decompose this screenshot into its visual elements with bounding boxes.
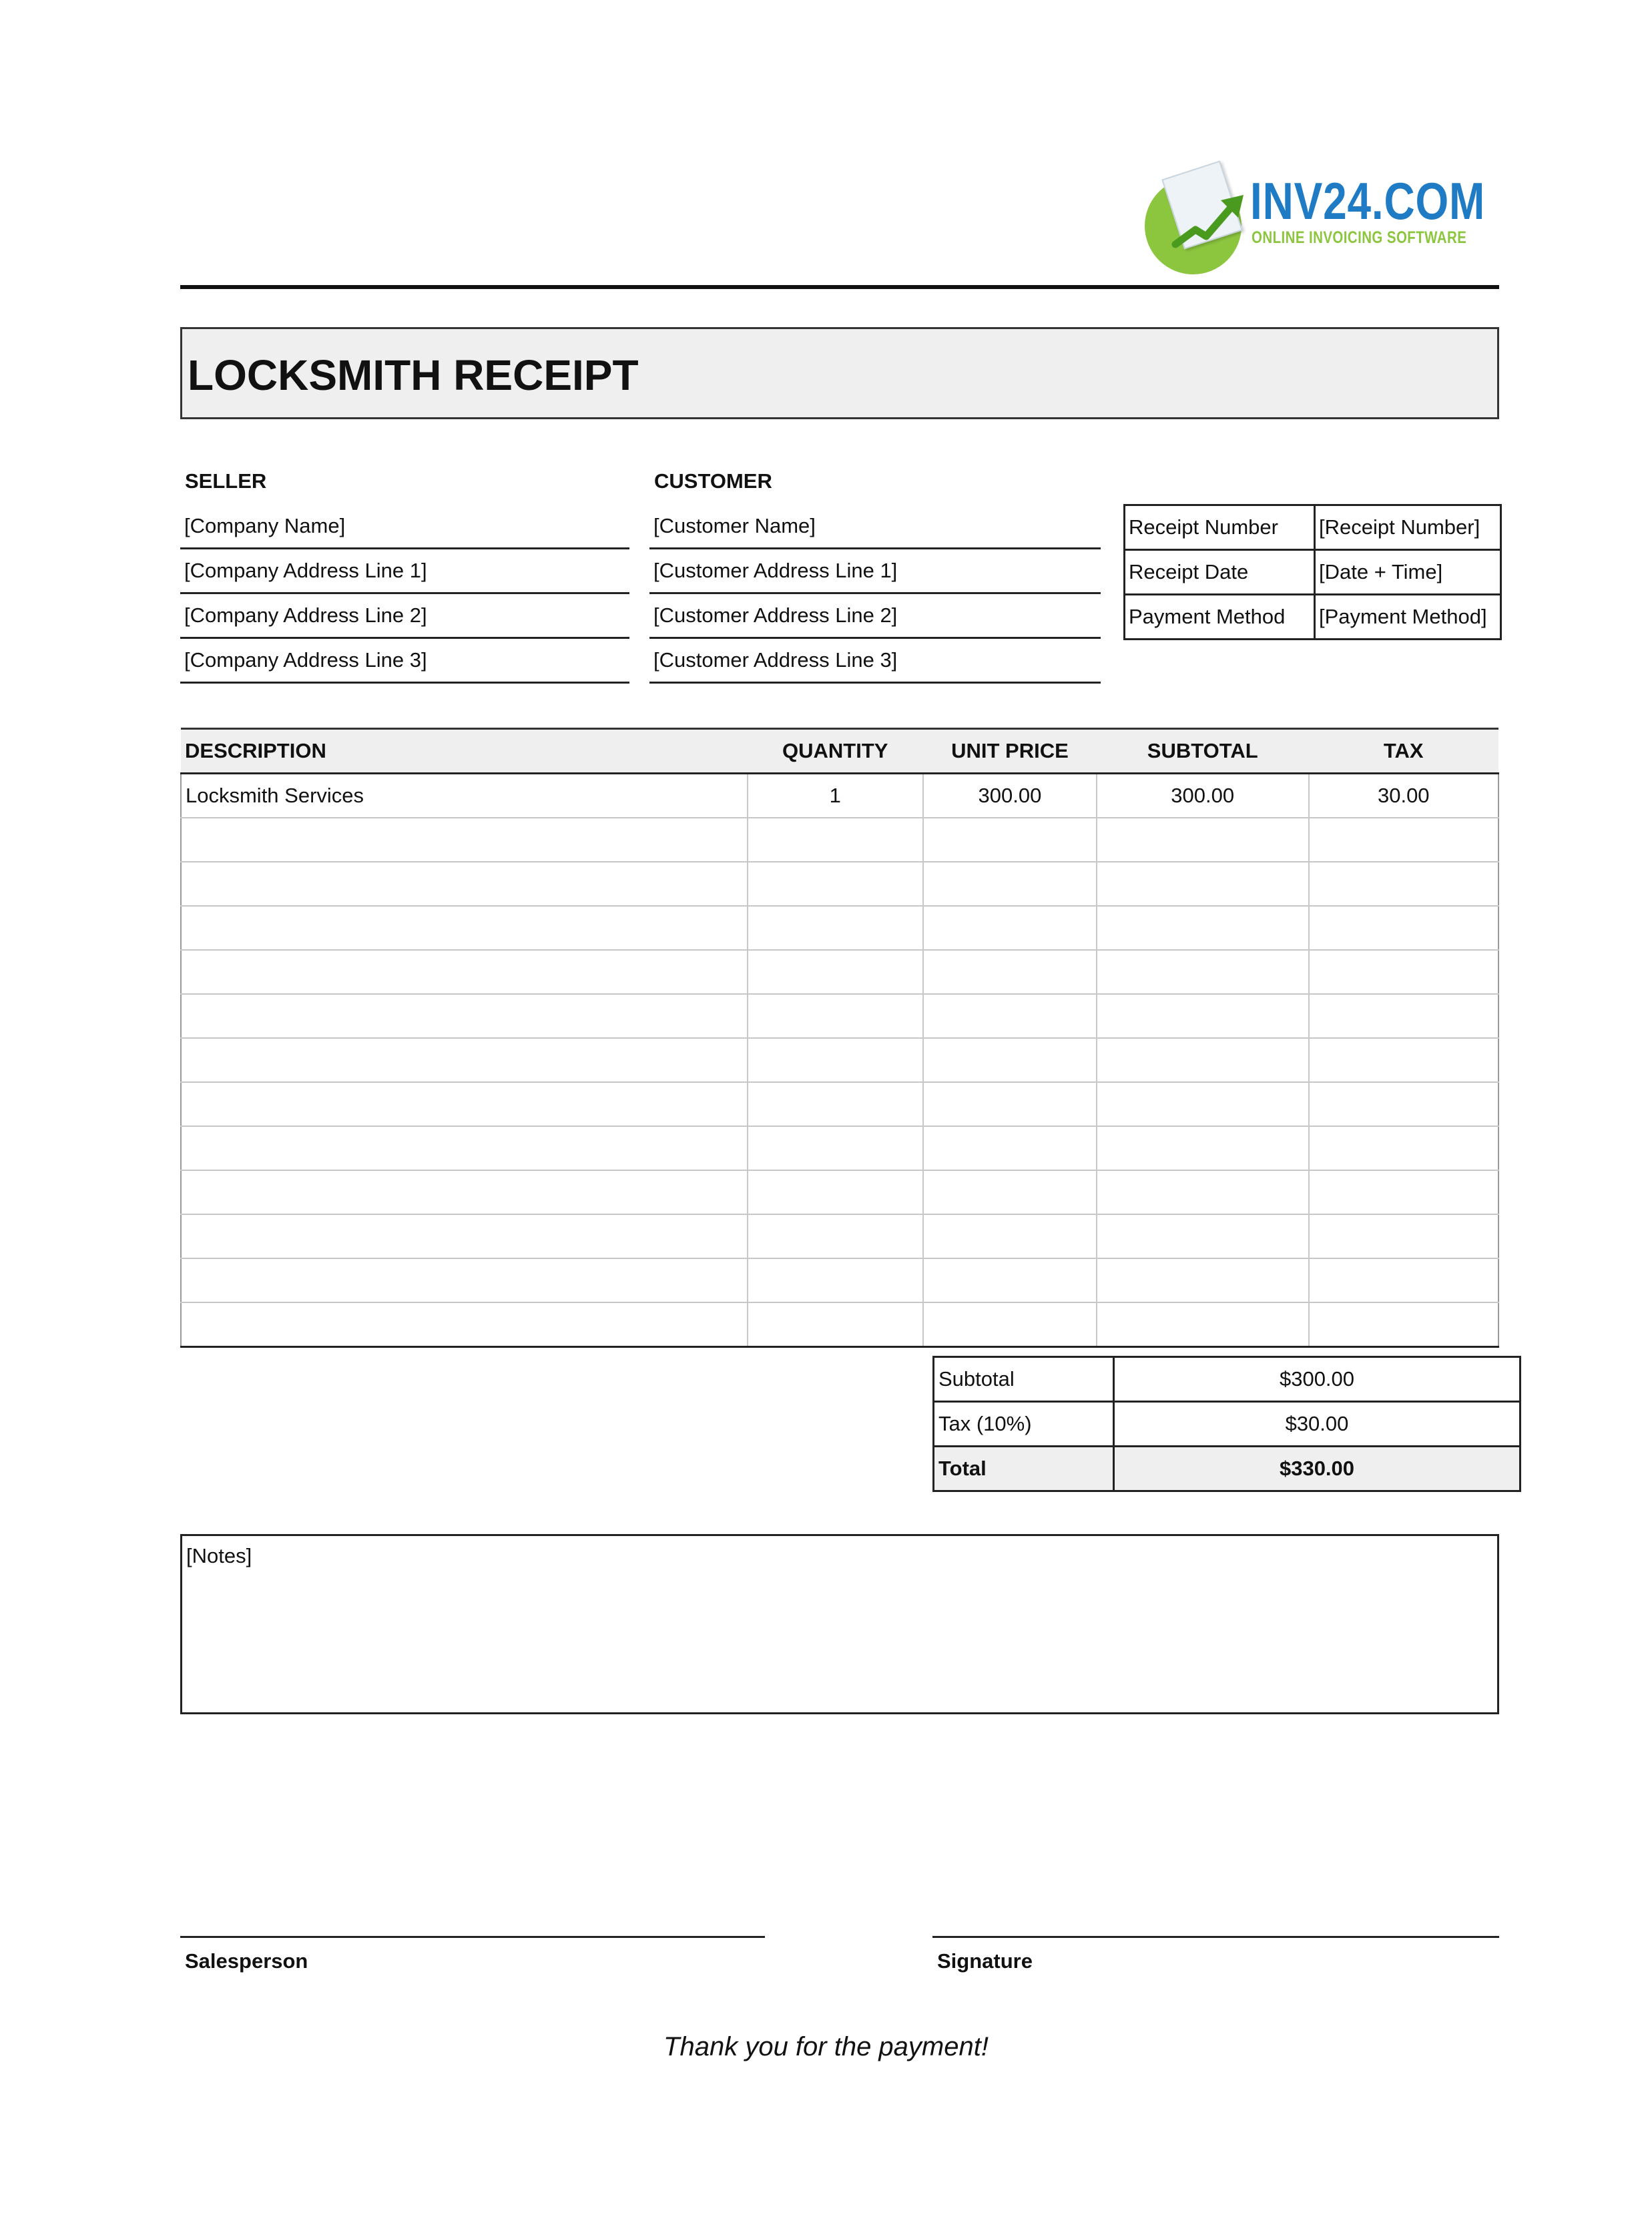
- receipt-date-value[interactable]: [Date + Time]: [1315, 550, 1501, 595]
- empty-cell[interactable]: [1097, 1038, 1309, 1082]
- table-row: [181, 1302, 1498, 1347]
- empty-cell[interactable]: [1097, 1082, 1309, 1126]
- empty-cell[interactable]: [748, 1038, 923, 1082]
- notes-box[interactable]: [180, 1534, 1499, 1714]
- seller-label: SELLER: [185, 469, 267, 493]
- page-title: LOCKSMITH RECEIPT: [188, 351, 639, 399]
- empty-cell[interactable]: [1309, 1038, 1498, 1082]
- table-row: [181, 994, 1498, 1038]
- empty-cell[interactable]: [748, 1214, 923, 1258]
- empty-cell[interactable]: [748, 818, 923, 862]
- receipt-date-label: Receipt Date: [1125, 550, 1315, 595]
- empty-cell[interactable]: [1097, 1258, 1309, 1302]
- table-row: [181, 774, 1498, 818]
- empty-cell[interactable]: [181, 1302, 748, 1347]
- table-row: [181, 1214, 1498, 1258]
- empty-cell[interactable]: [748, 862, 923, 906]
- receipt-number-value[interactable]: [Receipt Number]: [1315, 505, 1501, 550]
- empty-cell[interactable]: [1097, 1126, 1309, 1170]
- empty-cell[interactable]: [748, 1082, 923, 1126]
- empty-cell[interactable]: [1309, 1126, 1498, 1170]
- empty-cell[interactable]: [181, 1038, 748, 1082]
- item-subtotal[interactable]: 300.00: [1097, 774, 1309, 818]
- empty-cell[interactable]: [181, 1214, 748, 1258]
- empty-cell[interactable]: [923, 1214, 1097, 1258]
- empty-cell[interactable]: [923, 862, 1097, 906]
- customer-address-line-1[interactable]: [649, 549, 1101, 594]
- seller-line-text: [Company Name]: [184, 514, 346, 537]
- empty-cell[interactable]: [748, 1302, 923, 1347]
- signature-label: Signature: [937, 1949, 1033, 1973]
- customer-line-text: [Customer Address Line 3]: [653, 648, 898, 672]
- tax-value: $30.00: [1114, 1402, 1521, 1447]
- table-row: [181, 862, 1498, 906]
- payment-method-value[interactable]: [Payment Method]: [1315, 595, 1501, 640]
- empty-cell[interactable]: [1097, 818, 1309, 862]
- empty-cell[interactable]: [181, 906, 748, 950]
- customer-signature-line[interactable]: [932, 1936, 1499, 1938]
- customer-name[interactable]: [649, 505, 1101, 549]
- customer-line-text: [Customer Name]: [653, 514, 816, 537]
- logo-name: INV24.COM: [1250, 172, 1486, 230]
- empty-cell[interactable]: [748, 1258, 923, 1302]
- receipt-number-label: Receipt Number: [1125, 505, 1315, 550]
- item-tax[interactable]: 30.00: [1309, 774, 1498, 818]
- tax-label: Tax (10%): [934, 1402, 1114, 1447]
- header-tax: TAX: [1309, 729, 1498, 774]
- empty-cell[interactable]: [181, 818, 748, 862]
- empty-cell[interactable]: [1309, 818, 1498, 862]
- receipt-number-row: [1125, 505, 1501, 550]
- empty-cell[interactable]: [181, 1126, 748, 1170]
- seller-address-line-3[interactable]: [180, 639, 629, 684]
- empty-cell[interactable]: [1309, 950, 1498, 994]
- empty-cell[interactable]: [923, 1170, 1097, 1214]
- empty-cell[interactable]: [1309, 1258, 1498, 1302]
- header-quantity: QUANTITY: [748, 729, 923, 774]
- salesperson-label: Salesperson: [185, 1949, 308, 1973]
- empty-cell[interactable]: [923, 994, 1097, 1038]
- subtotal-label: Subtotal: [934, 1357, 1114, 1402]
- empty-cell[interactable]: [1097, 906, 1309, 950]
- payment-method-label: Payment Method: [1125, 595, 1315, 640]
- header-subtotal: SUBTOTAL: [1097, 729, 1309, 774]
- notes-text: [Notes]: [186, 1544, 252, 1567]
- table-row: [181, 818, 1498, 862]
- table-row: [181, 1038, 1498, 1082]
- empty-cell[interactable]: [1309, 994, 1498, 1038]
- empty-cell[interactable]: [748, 950, 923, 994]
- empty-cell[interactable]: [1309, 1082, 1498, 1126]
- items-table: [180, 728, 1499, 1348]
- item-unit-price[interactable]: 300.00: [923, 774, 1097, 818]
- empty-cell[interactable]: [1309, 862, 1498, 906]
- table-row: [181, 1082, 1498, 1126]
- empty-cell[interactable]: [181, 1170, 748, 1214]
- empty-cell[interactable]: [923, 1302, 1097, 1347]
- table-row: [181, 1170, 1498, 1214]
- customer-address-line-2[interactable]: [649, 594, 1101, 639]
- subtotal-row: [934, 1357, 1521, 1402]
- total-label: Total: [934, 1447, 1114, 1491]
- empty-cell[interactable]: [181, 862, 748, 906]
- seller-company-name[interactable]: [180, 505, 629, 549]
- salesperson-signature-line[interactable]: [180, 1936, 765, 1938]
- empty-cell[interactable]: [1097, 862, 1309, 906]
- customer-line-text: [Customer Address Line 1]: [653, 559, 898, 582]
- thank-you-message: Thank you for the payment!: [663, 2032, 989, 2061]
- customer-line-text: [Customer Address Line 2]: [653, 603, 898, 627]
- items-header-row: [181, 729, 1498, 774]
- empty-cell[interactable]: [748, 906, 923, 950]
- empty-cell[interactable]: [923, 1126, 1097, 1170]
- header-unit-price: UNIT PRICE: [923, 729, 1097, 774]
- empty-cell[interactable]: [923, 906, 1097, 950]
- seller-line-text: [Company Address Line 3]: [184, 648, 427, 672]
- tax-row: [934, 1402, 1521, 1447]
- table-row: [181, 1258, 1498, 1302]
- header-description: DESCRIPTION: [181, 729, 748, 774]
- table-row: [181, 1126, 1498, 1170]
- table-row: [181, 906, 1498, 950]
- empty-cell[interactable]: [1309, 1214, 1498, 1258]
- customer-label: CUSTOMER: [654, 469, 772, 493]
- payment-method-row: [1125, 595, 1501, 640]
- empty-cell[interactable]: [1097, 994, 1309, 1038]
- receipt-info-table: [1123, 504, 1502, 640]
- empty-cell[interactable]: [748, 994, 923, 1038]
- empty-cell[interactable]: [1309, 906, 1498, 950]
- receipt-date-row: [1125, 550, 1501, 595]
- empty-cell[interactable]: [748, 1170, 923, 1214]
- empty-cell[interactable]: [1309, 1302, 1498, 1347]
- empty-cell[interactable]: [923, 1082, 1097, 1126]
- seller-line-text: [Company Address Line 2]: [184, 603, 427, 627]
- company-logo: [1145, 158, 1486, 264]
- empty-cell[interactable]: [181, 994, 748, 1038]
- logo-tagline: ONLINE INVOICING SOFTWARE: [1252, 228, 1467, 247]
- item-description[interactable]: Locksmith Services: [181, 774, 748, 818]
- title-banner: [180, 327, 1499, 419]
- empty-cell[interactable]: [181, 1258, 748, 1302]
- empty-cell[interactable]: [1097, 950, 1309, 994]
- seller-address-line-2[interactable]: [180, 594, 629, 639]
- empty-cell[interactable]: [1097, 1214, 1309, 1258]
- header-divider: [180, 285, 1499, 289]
- total-value: $330.00: [1114, 1447, 1521, 1491]
- empty-cell[interactable]: [181, 950, 748, 994]
- seller-address-line-1[interactable]: [180, 549, 629, 594]
- empty-cell[interactable]: [923, 950, 1097, 994]
- item-quantity[interactable]: 1: [748, 774, 923, 818]
- customer-address-line-3[interactable]: [649, 639, 1101, 684]
- seller-line-text: [Company Address Line 1]: [184, 559, 427, 582]
- totals-table: [932, 1356, 1521, 1492]
- empty-cell[interactable]: [923, 1258, 1097, 1302]
- empty-cell[interactable]: [1097, 1170, 1309, 1214]
- total-row: [934, 1447, 1521, 1491]
- subtotal-value: $300.00: [1114, 1357, 1521, 1402]
- growth-arrow-icon: [1170, 183, 1250, 256]
- empty-cell[interactable]: [1097, 1302, 1309, 1347]
- empty-cell[interactable]: [923, 818, 1097, 862]
- empty-cell[interactable]: [1309, 1170, 1498, 1214]
- empty-cell[interactable]: [181, 1082, 748, 1126]
- empty-cell[interactable]: [923, 1038, 1097, 1082]
- table-row: [181, 950, 1498, 994]
- empty-cell[interactable]: [748, 1126, 923, 1170]
